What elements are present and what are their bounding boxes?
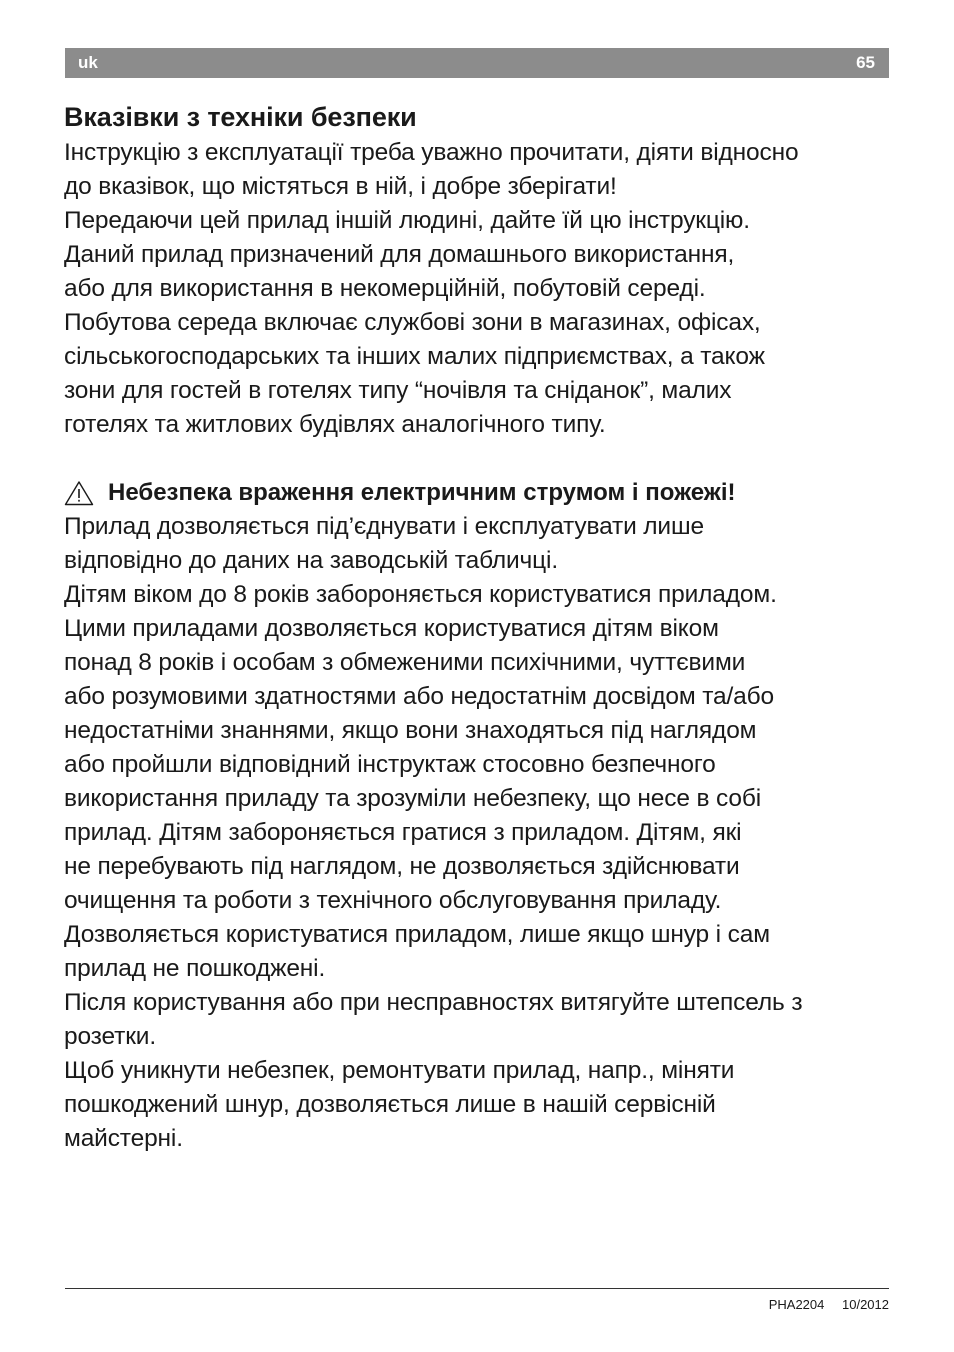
text-line: Даний прилад призначений для домашнього використання,	[64, 241, 735, 268]
text-line: відповідно до даних на заводській табличці.	[64, 547, 558, 574]
model-number: PHA2204	[768, 1297, 825, 1312]
text-line: прилад. Дітям забороняється гратися з приладом. Дітям, які	[64, 819, 742, 846]
text-line: використання приладу та зрозуміли небезпеку, що несе в собі	[64, 785, 762, 812]
page-number: 65	[856, 53, 875, 72]
text-line: або розумовими здатностями або недостатнім досвідом та/або	[64, 683, 774, 710]
warning-paragraph	[64, 510, 894, 1156]
text-line: Дозволяється користуватися приладом, лише якщо шнур і сам	[64, 921, 770, 948]
text-line: прилад не пошкоджені.	[64, 955, 326, 982]
text-line: Після користування або при несправностях витягуйте штепсель з	[64, 989, 803, 1016]
text-line: готелях та житлових будівлях аналогічного типу.	[64, 411, 606, 438]
text-line: Щоб уникнути небезпек, ремонтувати прилад, напр., міняти	[64, 1057, 735, 1084]
page-header-bar	[65, 48, 889, 78]
edition-date: 10/2012	[842, 1297, 889, 1312]
text-line: або пройшли відповідний інструктаж стосовно безпечного	[64, 751, 716, 778]
section-title: Вказівки з техніки безпеки	[64, 102, 417, 132]
text-line: Цими приладами дозволяється користуватися дітям віком	[64, 615, 719, 642]
text-line: сільськогосподарських та інших малих підприємствах, а також	[64, 343, 765, 370]
text-line: пошкоджений шнур, дозволяється лише в нашій сервісній	[64, 1091, 716, 1118]
text-line: очищення та роботи з технічного обслуговування приладу.	[64, 887, 722, 914]
text-line: або для використання в некомерційній, побутовій середі.	[64, 275, 706, 302]
text-line: Прилад дозволяється під’єднувати і експлуатувати лише	[64, 513, 704, 540]
text-line: недостатніми знаннями, якщо вони знаходяться під наглядом	[64, 717, 757, 744]
text-line: Інструкцію з експлуатації треба уважно прочитати, діяти відносно	[64, 139, 799, 166]
footer	[769, 1297, 889, 1312]
text-line: Передаючи цей прилад іншій людині, дайте їй цю інструкцію.	[64, 207, 750, 234]
text-line: до вказівок, що містяться в ній, і добре зберігати!	[64, 173, 617, 200]
text-line: зони для гостей в готелях типу “ночівля та сніданок”, малих	[64, 377, 732, 404]
intro-paragraph	[64, 136, 894, 442]
text-line: не перебувають під наглядом, не дозволяється здійснювати	[64, 853, 740, 880]
text-line: майстерні.	[64, 1125, 183, 1152]
text-line: розетки.	[64, 1023, 156, 1050]
warning-heading	[64, 476, 894, 510]
text-line: Дітям віком до 8 років забороняється користуватися приладом.	[64, 581, 777, 608]
footer-divider	[65, 1288, 889, 1289]
page-content	[64, 98, 894, 1156]
paragraph-spacer	[64, 442, 894, 476]
text-line: Побутова середа включає службові зони в магазинах, офісах,	[64, 309, 761, 336]
warning-triangle-icon	[64, 480, 94, 506]
text-line: понад 8 років і особам з обмеженими психічними, чуттєвими	[64, 649, 746, 676]
language-code: uk	[78, 53, 98, 72]
warning-heading-text: Небезпека враження електричним струмом і пожежі!	[108, 479, 736, 506]
